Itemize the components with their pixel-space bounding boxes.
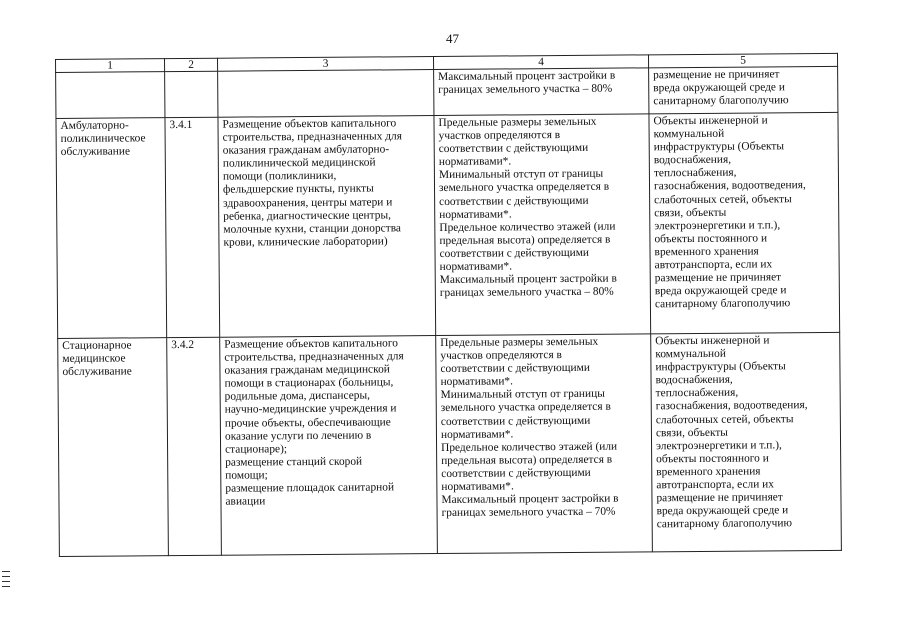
- use-type-auxiliary: Объекты инженерной и коммунальной инфраструктуры (Объекты водоснабжения, теплоснабжения, газоснабжения, водоотведения, слаботочных сетей, объекты связи, объекты электроэнергетики и т.п.), объекты постоянного и временного хранения автотранспорта, если их размещение не причиняет вреда окружающей среде и санитарному благополучию: [649, 112, 840, 333]
- land-use-table: [55, 53, 842, 557]
- use-type-name: Стационарное медицинское обслуживание: [58, 338, 169, 557]
- table-row: [58, 332, 842, 556]
- use-type-auxiliary: Объекты инженерной и коммунальной инфраструктуры (Объекты водоснабжения, теплоснабжения, газоснабжения, водоотведения, слаботочных сетей, объекты связи, объекты электроэнергетики и т.п.), объекты постоянного и временного хранения автотранспорта, если их размещение не причиняет вреда окружающей среде и санитарному благополучию: [651, 332, 842, 551]
- continuation-description: [218, 70, 434, 118]
- use-type-description: Размещение объектов капитального строительства, предназначенных для оказания гражданам амбулаторно- поликлинической медицинской помощи (поликлиники, фельдшерские пункты, пункты здравоохранения, центры матери и ребенка, диагностические центры, молочные кухни, станции донорства крови, клинические лаборатории): [218, 116, 436, 338]
- page-number: 47: [446, 31, 459, 46]
- continuation-name: [56, 72, 165, 119]
- column-number-4: 4: [433, 55, 648, 70]
- scan-margin-mark: [2, 571, 10, 597]
- continuation-auxiliary: размещение не причиняет вреда окружающей среде и санитарному благополучию: [649, 66, 838, 113]
- use-type-code: 3.4.2: [167, 337, 222, 555]
- column-number-5: 5: [648, 53, 837, 67]
- use-type-description: Размещение объектов капитального строительства, предназначенных для оказания гражданам медицинской помощи в стационарах (больницы, родильные дома, диспансеры, научно-медицинские учреждения и прочие объекты, обеспечивающие оказание услуги по лечению в стационаре); размещение станций скорой помощи; размещение площадок санитарной авиации: [220, 336, 438, 556]
- continuation-parameters: Максимальный процент застройки в границах земельного участка – 80%: [434, 68, 649, 116]
- use-type-code: 3.4.1: [165, 117, 220, 337]
- column-number-1: 1: [56, 59, 165, 73]
- use-type-parameters: Предельные размеры земельных участков определяются в соответствии с действующими нормативами*. Минимальный отступ от границы земельного участка определяется в соответствии с действующими нормативами*. Предельное количество этажей (или предельная высота) определяется в соответствии с действующими нормативами*. Максимальный процент застройки в границах земельного участка – 70%: [436, 334, 653, 554]
- use-type-parameters: Предельные размеры земельных участков определяются в соответствии с действующими нормативами*. Минимальный отступ от границы земельного участка определяется в соответствии с действующими нормативами*. Предельное количество этажей (или предельная высота) определяется в соответствии с действующими нормативами*. Максимальный процент застройки в границах земельного участка – 80%: [434, 114, 651, 336]
- table-row: [56, 112, 840, 338]
- continuation-row: [56, 66, 838, 118]
- column-number-3: 3: [217, 57, 433, 72]
- column-number-2: 2: [165, 58, 218, 71]
- continuation-code: [165, 71, 218, 117]
- use-type-name: Амбулаторно- поликлиническое обслуживание: [56, 118, 167, 339]
